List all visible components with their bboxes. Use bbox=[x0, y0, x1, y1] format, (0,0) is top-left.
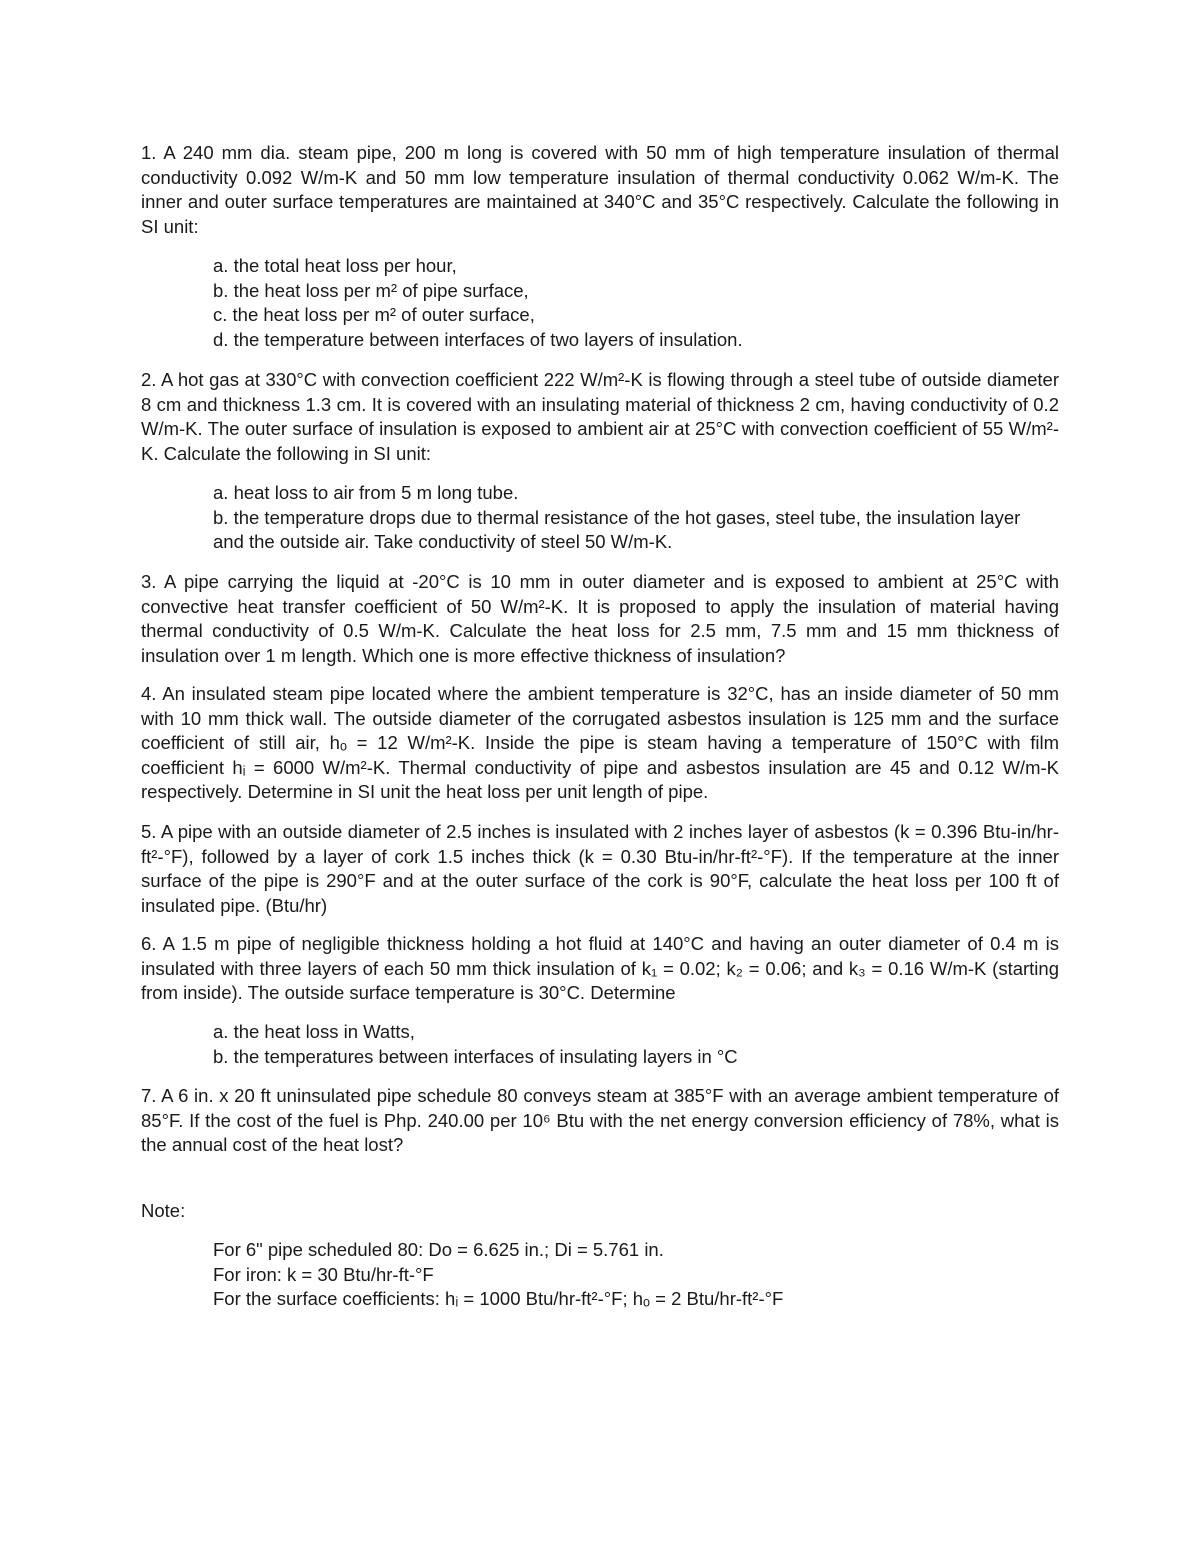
note-lines bbox=[213, 1238, 1059, 1312]
problem-5-text: 5. A pipe with an outside diameter of 2.5 inches is insulated with 2 inches layer of asbestos (k = 0.396 Btu-in/hr-ft²-°F), followed by a layer of cork 1.5 inches thick (k = 0.30 Btu-in/hr-ft²-°F). If the temperature at the inner surface of the pipe is 290°F and at the outer surface of the cork is 90°F, calculate the heat loss per 100 ft of insulated pipe. (Btu/hr) bbox=[141, 821, 1059, 916]
problem-2-sub-b: b. the temperature drops due to thermal resistance of the hot gases, steel tube, the insulation layer and the outside air. Take conductivity of steel 50 W/m-K. bbox=[213, 506, 1021, 553]
problem-1-sub-a: a. the total heat loss per hour, bbox=[213, 255, 457, 276]
problem-1-subparts bbox=[213, 254, 1059, 352]
problem-6-text: 6. A 1.5 m pipe of negligible thickness holding a hot fluid at 140°C and having an outer diameter of 0.4 m is insulated with three layers of each 50 mm thick insulation of k₁ = 0.02; k₂ = 0.06; and k₃ = 0.16 W/m-K (starting from inside). The outside surface temperature is 30°C. Determine bbox=[141, 933, 1059, 1004]
problem-1-sub-d: d. the temperature between interfaces of two layers of insulation. bbox=[213, 328, 743, 350]
problem-6-sub-b: b. the temperatures between interfaces of insulating layers in °C bbox=[213, 1045, 738, 1067]
note-label: Note: bbox=[141, 1200, 186, 1221]
problem-6-subparts bbox=[213, 1020, 1059, 1069]
problem-1-sub-c: c. the heat loss per m² of outer surface, bbox=[213, 304, 535, 326]
problem-1-sub-b: b. the heat loss per m² of pipe surface, bbox=[213, 279, 529, 301]
problem-6-sub-a: a. the heat loss in Watts, bbox=[213, 1021, 415, 1042]
problem-1-text: 1. A 240 mm dia. steam pipe, 200 m long is covered with 50 mm of high temperature insulation of thermal conductivity 0.092 W/m-K and 50 mm low temperature insulation of thermal conductivity 0.062 W/m-K. The inner and outer surface temperatures are maintained at 340°C and 35°C respectively. Calculate the following in SI unit: bbox=[141, 142, 1059, 237]
problem-7-text: 7. A 6 in. x 20 ft uninsulated pipe schedule 80 conveys steam at 385°F with an average ambient temperature of 85°F. If the cost of the fuel is Php. 240.00 per 10⁶ Btu with the net energy conversion efficiency of 78%, what is the annual cost of the heat lost? bbox=[141, 1085, 1059, 1156]
problem-2-text: 2. A hot gas at 330°C with convection coefficient 222 W/m²-K is flowing through a steel tube of outside diameter 8 cm and thickness 1.3 cm. It is covered with an insulating material of thickness 2 cm, having conductivity of 0.2 W/m-K. The outer surface of insulation is exposed to ambient air at 25°C with convection coefficient of 55 W/m²-K. Calculate the following in SI unit: bbox=[141, 369, 1059, 464]
note-line-iron: For iron: k = 30 Btu/hr-ft-°F bbox=[213, 1263, 434, 1285]
note-line-surface-coefficients: For the surface coefficients: hᵢ = 1000 Btu/hr-ft²-°F; hₒ = 2 Btu/hr-ft²-°F bbox=[213, 1288, 784, 1310]
problem-4-text: 4. An insulated steam pipe located where the ambient temperature is 32°C, has an inside diameter of 50 mm with 10 mm thick wall. The outside diameter of the corrugated asbestos insulation is 125 mm and the surface coefficient of still air, hₒ = 12 W/m²-K. Inside the pipe is steam having a temperature of 150°C with film coefficient hᵢ = 6000 W/m²-K. Thermal conductivity of pipe and asbestos insulation are 45 and 0.12 W/m-K respectively. Determine in SI unit the heat loss per unit length of pipe. bbox=[141, 683, 1059, 803]
note-line-pipe: For 6" pipe scheduled 80: Do = 6.625 in.; Di = 5.761 in. bbox=[213, 1239, 664, 1260]
problem-2-sub-a: a. heat loss to air from 5 m long tube. bbox=[213, 482, 519, 503]
problem-2-subparts bbox=[213, 481, 1033, 555]
problem-3-text: 3. A pipe carrying the liquid at -20°C is 10 mm in outer diameter and is exposed to ambient at 25°C with convective heat transfer coefficient of 50 W/m²-K. It is proposed to apply the insulation of material having thermal conductivity of 0.5 W/m-K. Calculate the heat loss for 2.5 mm, 7.5 mm and 15 mm thickness of insulation over 1 m length. Which one is more effective thickness of insulation? bbox=[141, 571, 1059, 666]
